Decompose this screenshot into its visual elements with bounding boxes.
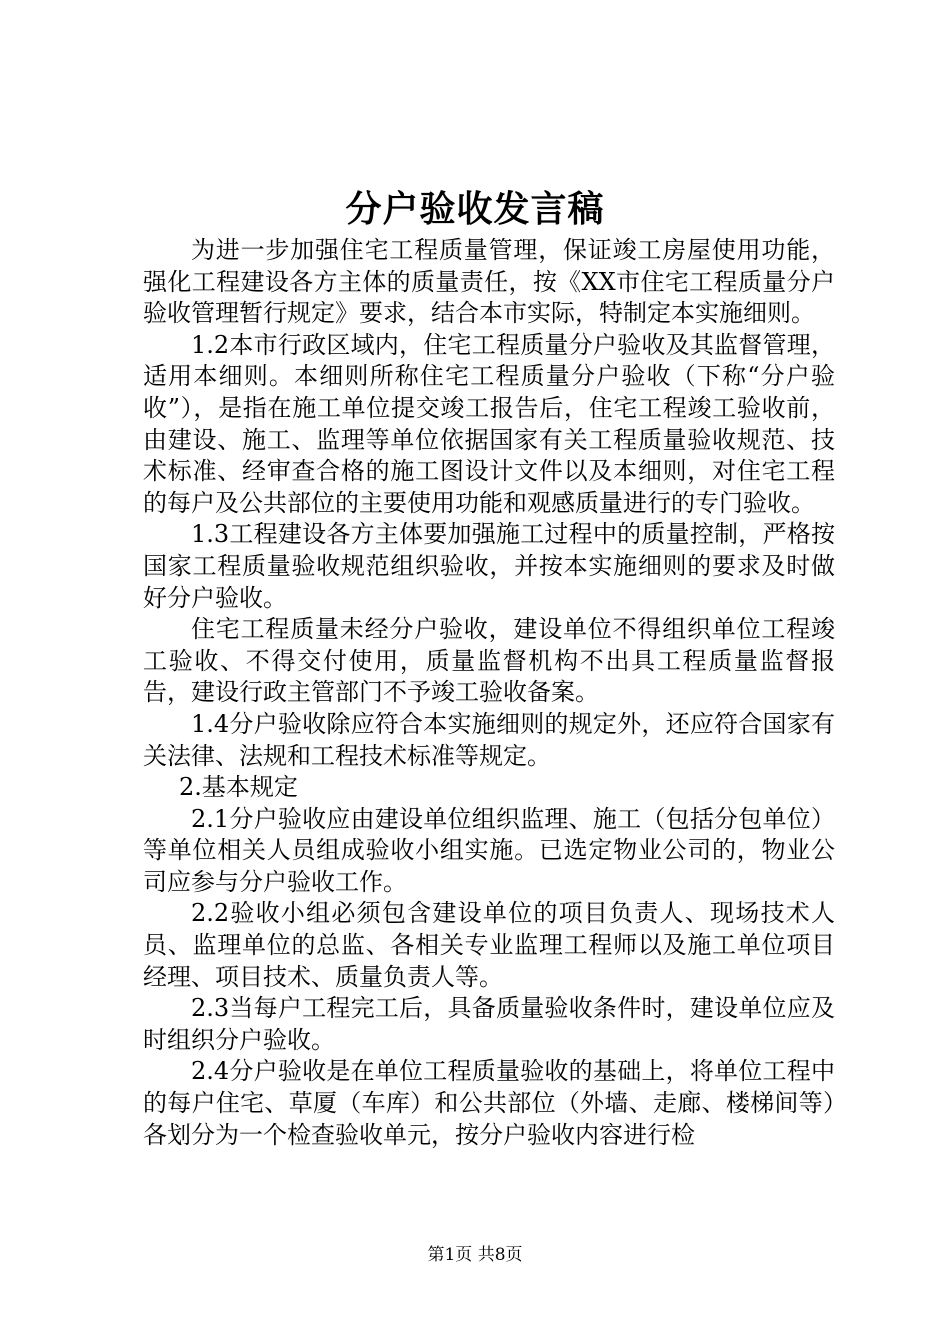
paragraph-intro: 为进一步加强住宅工程质量管理，保证竣工房屋使用功能，强化工程建设各方主体的质量责任，按《XX市住宅工程质量分户验收管理暂行规定》要求，结合本市实际，特制定本实施细则。 bbox=[143, 236, 835, 328]
paragraph-2-2: 2.2验收小组必须包含建设单位的项目负责人、现场技术人员、监理单位的总监、各相关专业监理工程师以及施工单位项目经理、项目技术、质量负责人等。 bbox=[143, 899, 835, 991]
page-footer: 第1页 共8页 bbox=[427, 1245, 523, 1265]
paragraph-2-1: 2.1分户验收应由建设单位组织监理、施工（包括分包单位）等单位相关人员组成验收小组实施。已选定物业公司的，物业公司应参与分户验收工作。 bbox=[143, 804, 835, 896]
paragraph-1-3: 1.3工程建设各方主体要加强施工过程中的质量控制，严格按国家工程质量验收规范组织验收，并按本实施细则的要求及时做好分户验收。 bbox=[143, 520, 835, 612]
paragraph-2-3: 2.3当每户工程完工后，具备质量验收条件时，建设单位应及时组织分户验收。 bbox=[143, 994, 835, 1054]
paragraph-1-2: 1.2本市行政区域内，住宅工程质量分户验收及其监督管理，适用本细则。本细则所称住宅工程质量分户验收（下称“分户验收”），是指在施工单位提交竣工报告后，住宅工程竣工验收前，由建设、施工、监理等单位依据国家有关工程质量验收规范、技术标准、经审查合格的施工图设计文件以及本细则，对住宅工程的每户及公共部位的主要使用功能和观感质量进行的专门验收。 bbox=[143, 330, 835, 517]
document-body bbox=[143, 235, 835, 1151]
paragraph-acceptance-requirement: 住宅工程质量未经分户验收，建设单位不得组织单位工程竣工验收、不得交付使用，质量监督机构不出具工程质量监督报告，建设行政主管部门不予竣工验收备案。 bbox=[143, 615, 835, 707]
paragraph-2-4: 2.4分户验收是在单位工程质量验收的基础上，将单位工程中的每户住宅、草厦（车库）和公共部位（外墙、走廊、楼梯间等）各划分为一个检查验收单元，按分户验收内容进行检 bbox=[143, 1057, 835, 1149]
document-title: 分户验收发言稿 bbox=[345, 188, 605, 230]
paragraph-1-4: 1.4分户验收除应符合本实施细则的规定外，还应符合国家有关法律、法规和工程技术标准等规定。 bbox=[143, 709, 835, 770]
section-heading-basic-rules: 2.基本规定 bbox=[179, 773, 298, 802]
